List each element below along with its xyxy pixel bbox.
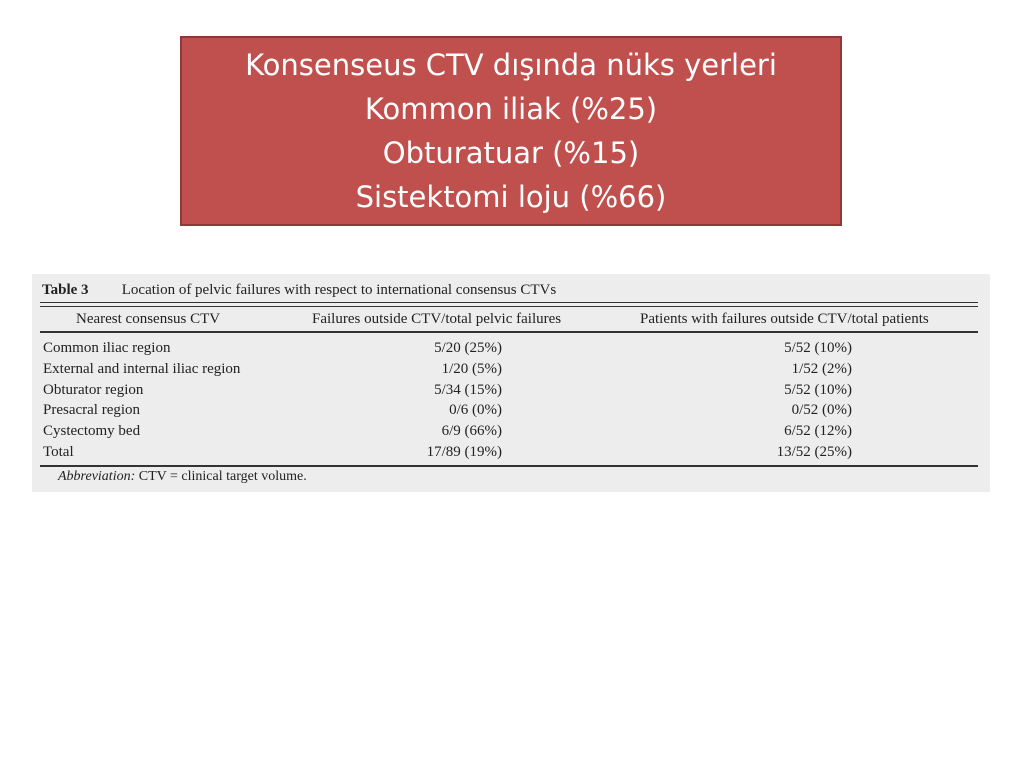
table-top-rule-double [40,306,978,307]
table-cell-region: Presacral region [43,402,141,419]
table-cell-patients: 1/52 (2%) [791,360,852,377]
table-cell-region: Cystectomy bed [43,423,141,440]
table-cell-failures: 5/20 (25%) [434,340,502,356]
table-label: Table 3 [42,282,89,298]
table-cell-failures: 0/6 (0%) [449,402,502,419]
table-row [32,421,990,442]
table-cell-patients: 0/52 (0%) [791,402,852,419]
table-row [32,359,990,380]
table-row-total [32,442,990,463]
table-cell-failures: 1/20 (5%) [441,360,502,377]
table-cell-region: Total [43,443,74,460]
table-header-patients-failures: Patients with failures outside CTV/total patients [640,311,929,327]
table-bottom-rule [40,465,978,467]
table-caption [42,282,556,299]
slide-title-box [180,36,842,226]
table-row [32,380,990,401]
table-footnote [58,469,307,485]
table-cell-patients: 5/52 (10%) [784,381,852,398]
table-top-rule [40,302,978,303]
footnote-label: Abbreviation: [58,469,136,484]
table-header-failures-outside: Failures outside CTV/total pelvic failures [312,311,562,327]
table-cell-patients: 5/52 (10%) [784,340,852,356]
footnote-text: CTV = clinical target volume. [138,469,307,484]
table-cell-region: External and internal iliac region [43,360,241,377]
table-caption-text: Location of pelvic failures with respect to international consensus CTVs [121,282,557,298]
slide-title-line-4: Sistektomi loju (%66) [355,180,667,214]
table-cell-patients: 13/52 (25%) [776,443,852,460]
table-row [32,400,990,421]
table-cell-patients: 6/52 (12%) [784,423,852,440]
slide-title-line-1: Konsenseus CTV dışında nüks yerleri [245,48,777,82]
table-header-nearest-ctv: Nearest consensus CTV [76,311,221,327]
table-row [32,338,990,359]
table-image-panel [32,274,990,492]
table-body [32,338,990,463]
table-cell-failures: 6/9 (66%) [441,423,502,440]
table-cell-region: Obturator region [43,381,144,398]
slide-title-line-2: Kommon iliak (%25) [364,92,658,126]
slide-title-line-3: Obturatuar (%15) [382,136,640,170]
table-cell-region: Common iliac region [43,340,171,356]
table-cell-failures: 5/34 (15%) [434,381,502,398]
table-header-rule [40,331,978,333]
table-cell-failures: 17/89 (19%) [426,443,502,460]
